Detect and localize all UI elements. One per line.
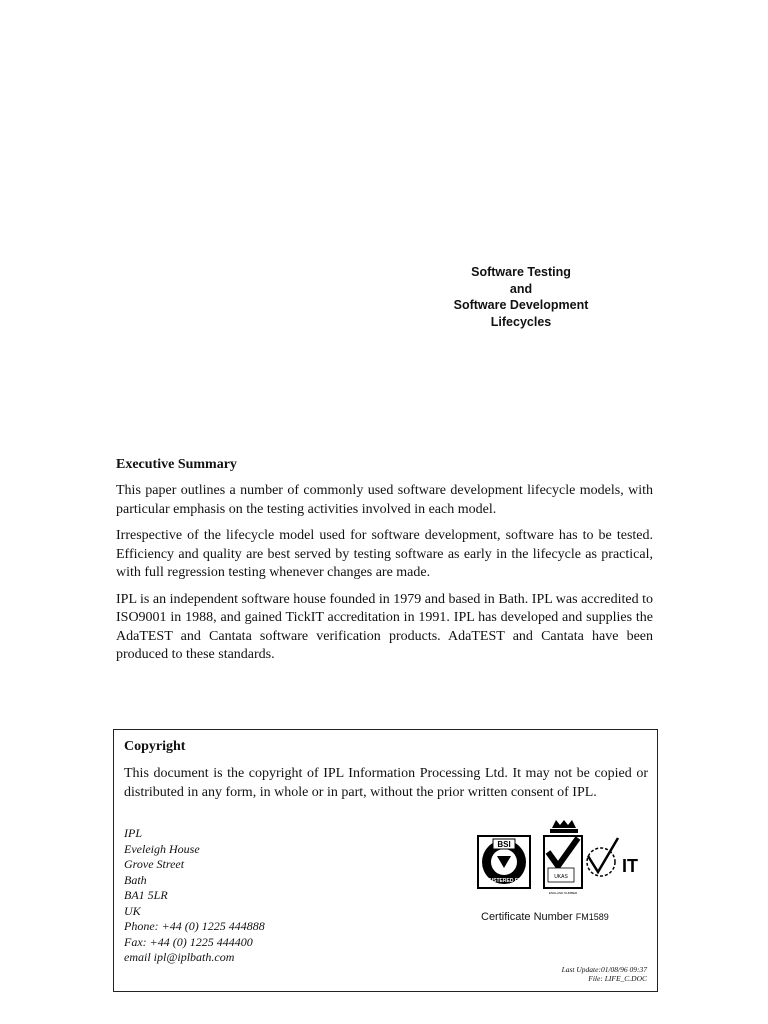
svg-text:REGISTERED FIRM: REGISTERED FIRM [480,878,528,884]
bsi-registered-firm-logo [478,836,530,888]
address-line-5: BA1 5LR [124,888,168,902]
address-line-1: IPL [124,826,142,840]
svg-text:IT: IT [622,856,638,876]
document-footer [562,965,647,983]
svg-text:UKAS: UKAS [554,874,568,880]
title-line-4: Lifecycles [490,314,552,329]
certificate-value: FM1589 [575,912,609,922]
title-line-3: Software Development [453,298,589,312]
last-update-text: Last Update:01/08/96 09:37 [561,965,647,974]
certification-logos [476,816,648,920]
summary-paragraph-1: This paper outlines a number of commonly used software development lifecycle models, with particular emphasis on the testing activities involved in each model. [116,483,653,517]
copyright-text: This document is the copyright of IPL Information Processing Ltd. It may not be copied or distributed in any form, in whole or in part, without the prior written consent of IPL. [124,766,648,800]
address-line-2: Eveleigh House [124,841,200,856]
address-line-3: Grove Street [124,857,185,871]
address-line-6: UK [124,903,141,918]
certificate-number [481,911,609,923]
phone-number: Phone: +44 (0) 1225 444888 [124,919,265,933]
ukas-logo [544,820,582,895]
executive-summary-heading: Executive Summary [116,457,237,472]
summary-paragraph-3: IPL is an independent software house founded in 1979 and based in Bath. IPL was accredited to ISO9001 in 1988, and gained TickIT accreditation in 1991. IPL has developed and supplies the AdaTEST and Cantata software verification products. AdaTEST and Cantata have been produced to these standards. [116,591,653,662]
company-address [124,826,265,966]
address-line-4: Bath [124,872,147,887]
email-address: email ipl@iplbath.com [124,950,235,964]
tickit-logo [587,838,638,876]
certificate-label: Certificate Number [481,911,573,923]
file-name-text: File: LIFE_C.DOC [588,974,647,983]
document-title [400,264,642,330]
fax-number: Fax: +44 (0) 1225 444400 [124,934,253,949]
executive-summary-section [116,456,653,673]
title-line-1: Software Testing [471,265,571,279]
svg-text:ENGLAND NUMBER: ENGLAND NUMBER [548,891,578,895]
copyright-box [113,729,658,992]
svg-text:BSI: BSI [497,840,511,849]
summary-paragraph-2: Irrespective of the lifecycle model used for software development, software has to be tested. Efficiency and quality are best served by testing software as early in the lifecycle as practical, with full regression testing whenever changes are made. [116,528,653,580]
title-line-2: and [509,281,533,296]
copyright-heading: Copyright [124,739,186,754]
